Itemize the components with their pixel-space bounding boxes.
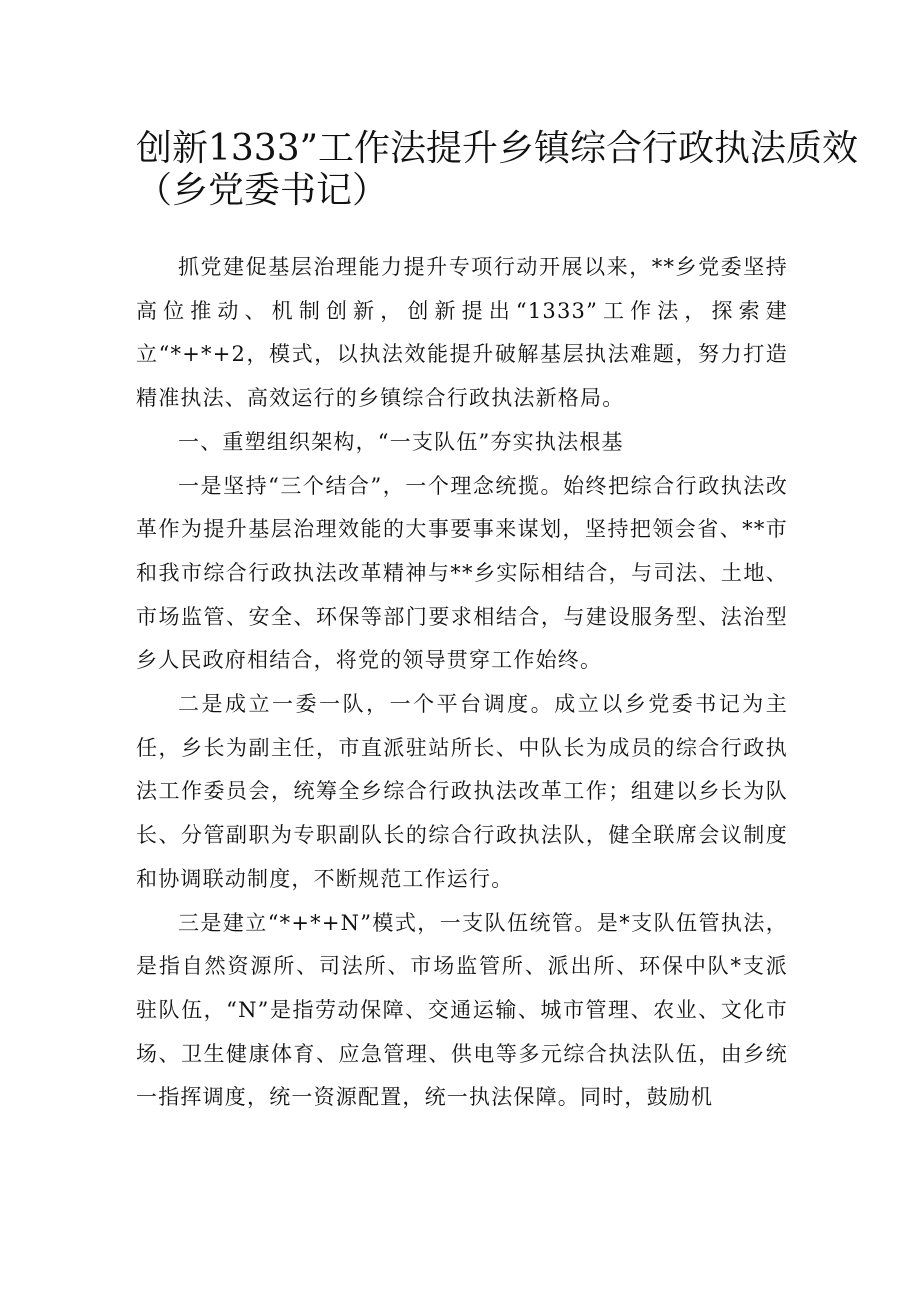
document-title [136, 128, 859, 212]
paragraph-2: 二是成立一委一队，一个平台调度。成立以乡党委书记为主任，乡长为副主任，市直派驻站所长、中队长为成员的综合行政执法工作委员会，统筹全乡综合行政执法改革工作；组建以乡长为队长、分管副职为专职副队长的综合行政执法队，健全联席会议制度和协调联动制度，不断规范工作运行。 [136, 692, 788, 891]
document-body [136, 246, 788, 1120]
section-heading-1: 一、重塑组织架构，“一支队伍”夯实执法根基 [178, 429, 624, 454]
paragraph-1: 一是坚持“三个结合”，一个理念统揽。始终把综合行政执法改革作为提升基层治理效能的大事要事来谋划，坚持把领会省、**市和我市综合行政执法改革精神与**乡实际相结合，与司法、土地、市场监管、安全、环保等部门要求相结合，与建设服务型、法治型乡人民政府相结合，将党的领导贯穿工作始终。 [136, 473, 788, 673]
intro-paragraph: 抓党建促基层治理能力提升专项行动开展以来，**乡党委坚持高位推动、机制创新，创新提出“1333”工作法，探索建立“*+*+2，模式，以执法效能提升破解基层执法难题，努力打造精准执法、高效运行的乡镇综合行政执法新格局。 [136, 255, 788, 411]
title-line-main: 创新1333”工作法提升乡镇综合行政执法质效 [136, 128, 859, 169]
paragraph-3: 三是建立“*+*+N”模式，一支队伍统管。是*支队伍管执法，是指自然资源所、司法所、市场监管所、派出所、环保中队*支派驻队伍，“N”是指劳动保障、交通运输、城市管理、农业、文化市场、卫生健康体育、应急管理、供电等多元综合执法队伍，由乡统一指挥调度，统一资源配置，统一执法保障。同时，鼓励机 [136, 910, 788, 1110]
title-line-author: （乡党委书记） [136, 170, 389, 211]
